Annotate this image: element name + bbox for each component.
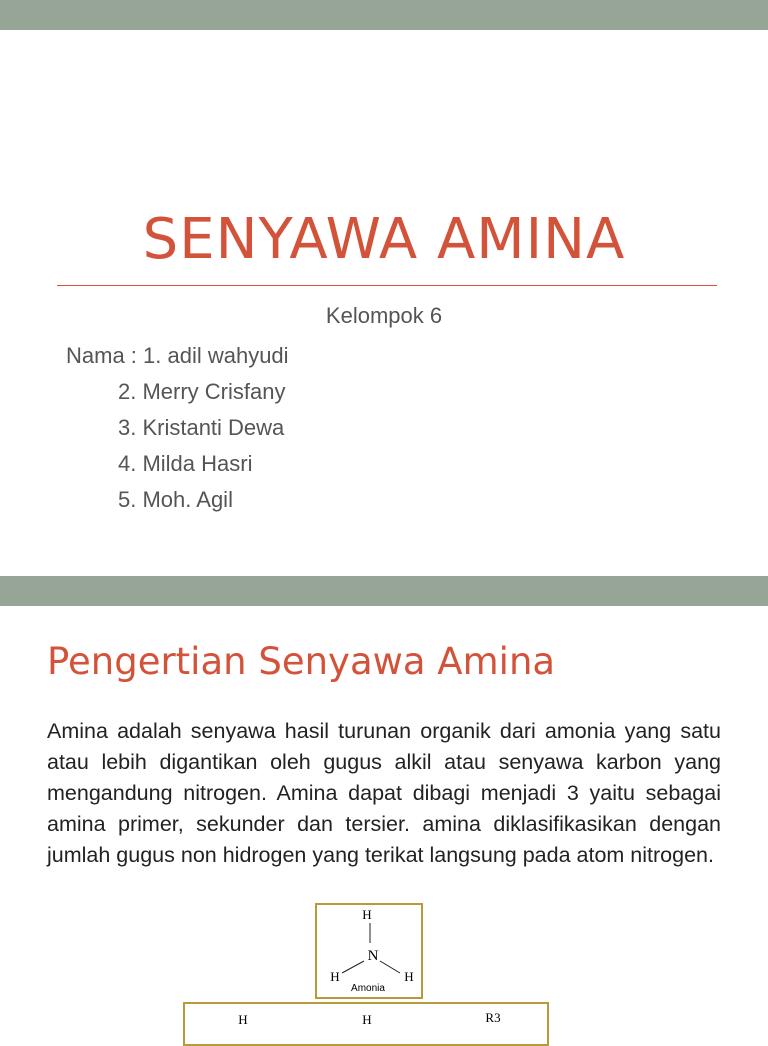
atom-r3: R3 (485, 1010, 501, 1025)
atom-h: H (362, 907, 372, 922)
title-divider (57, 285, 717, 286)
figure-label: Amonia (351, 983, 385, 994)
member-item: 4. Milda Hasri (118, 451, 253, 476)
member-item: Nama : 1. adil wahyudi (66, 343, 289, 368)
atom-n: N (367, 948, 379, 964)
slide-title: SENYAWA AMINA (142, 207, 626, 272)
definition-paragraph: Amina adalah senyawa hasil turunan organik dari amonia yang satu atau lebih digantikan oleh gugus alkil atau senyawa karbon yang mengandung nitrogen. Amina dapat dibagi menjadi 3 yaitu sebagai amina primer, sekunder dan tersier. amina diklasifikasikan dengan jumlah gugus non hidrogen yang terikat langsung pada atom nitrogen. (47, 719, 721, 867)
member-list (66, 338, 289, 518)
atom-h: H (362, 1012, 372, 1027)
amine-types-figure (183, 1002, 549, 1046)
group-label: Kelompok 6 (325, 303, 443, 328)
atom-h: H (238, 1012, 248, 1027)
atom-h: H (404, 969, 414, 984)
member-item: 2. Merry Crisfany (118, 379, 286, 404)
slide-separator-band (0, 576, 768, 606)
section-heading: Pengertian Senyawa Amina (47, 640, 556, 683)
top-band (0, 0, 768, 30)
atom-h: H (330, 969, 340, 984)
member-item: 5. Moh. Agil (118, 487, 233, 512)
ammonia-structure-figure (315, 903, 423, 999)
member-item: 3. Kristanti Dewa (118, 415, 285, 440)
